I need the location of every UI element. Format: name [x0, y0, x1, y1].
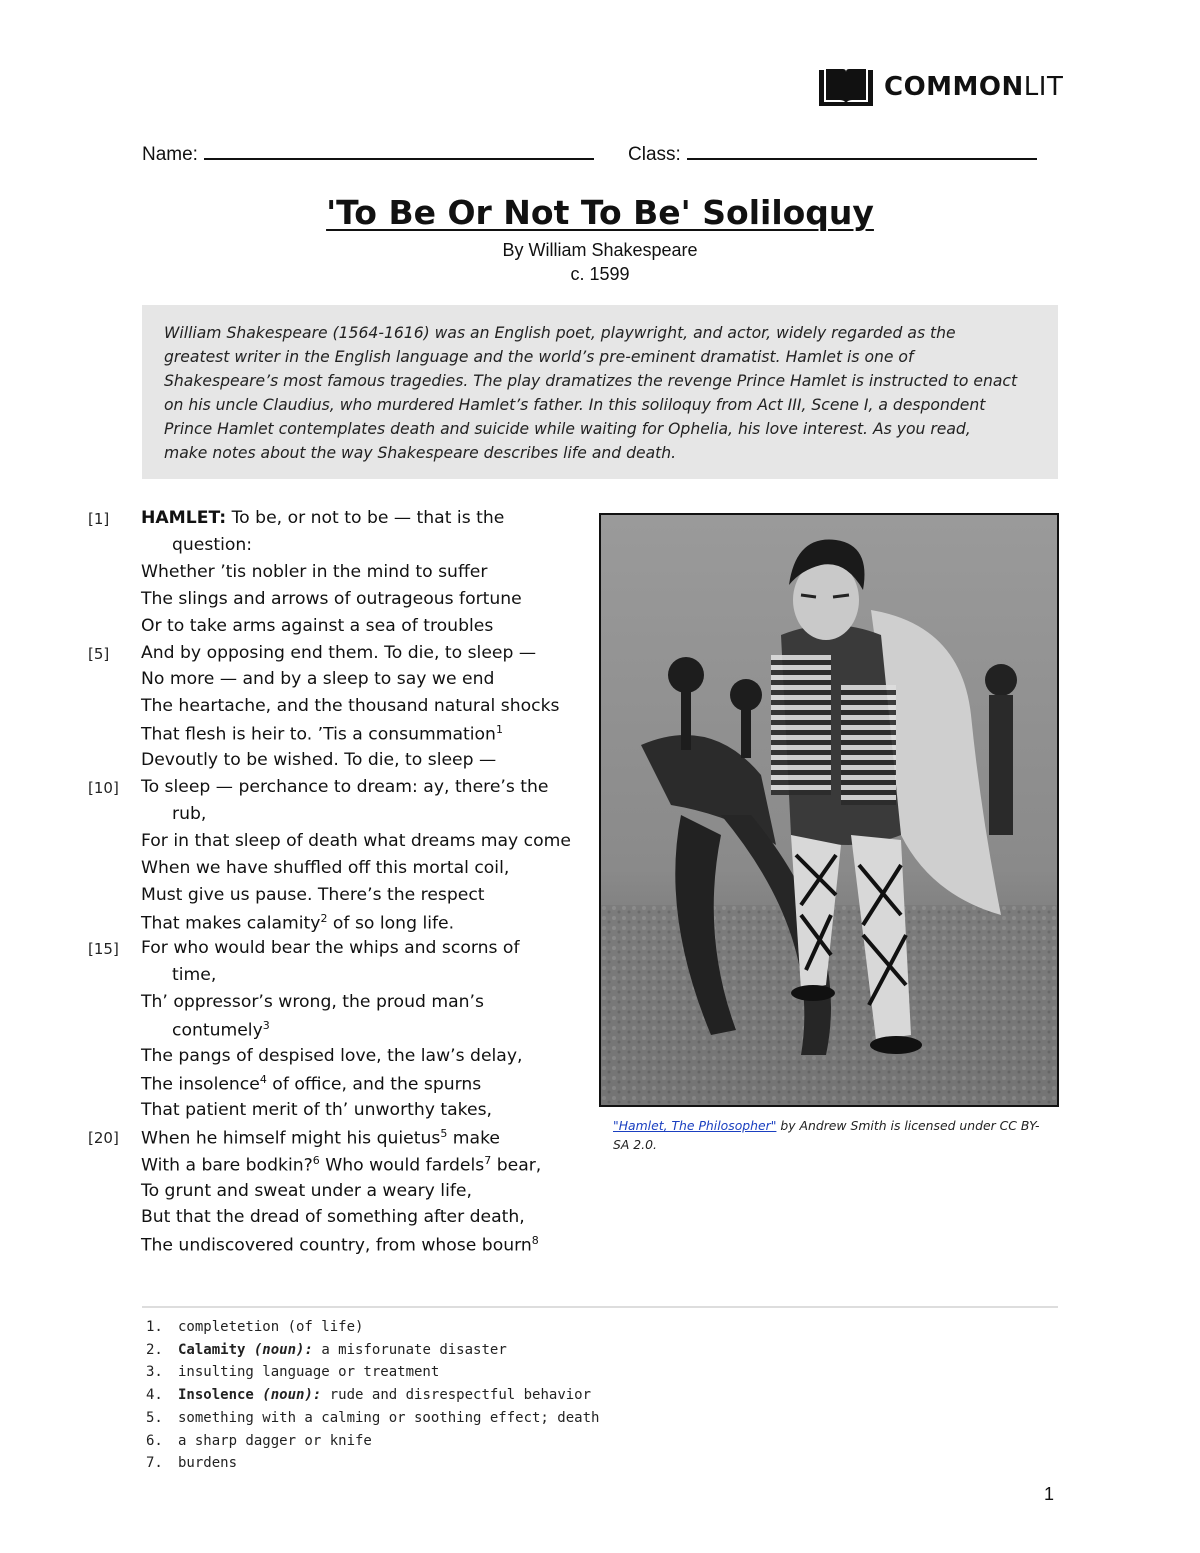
footnote-number: 5.	[146, 1409, 163, 1426]
footnote-definition: a sharp dagger or knife	[178, 1432, 372, 1449]
intro-line: make notes about the way Shakespeare describes life and death.	[164, 444, 677, 462]
poem-line-text: Whether ’tis nobler in the mind to suffer	[141, 561, 488, 582]
date-line: c. 1599	[570, 264, 630, 284]
poem-line-text: The slings and arrows of outrageous fortune	[141, 588, 522, 609]
intro-line: on his uncle Claudius, who murdered Hamlet’s father. In this soliloquy from Act III, Scene I, a despondent	[164, 396, 986, 414]
poem-line-text: When we have shuffled off this mortal coil,	[141, 857, 510, 878]
footnote-number: 7.	[146, 1455, 163, 1472]
class-field[interactable]	[628, 138, 1037, 166]
line-number: [5]	[88, 644, 110, 663]
poem-line	[141, 723, 503, 745]
poem-line-text: For who would bear the whips and scorns of	[141, 938, 520, 959]
poem-line	[141, 750, 496, 770]
poem-line-text: Or to take arms against a sea of troubles	[141, 615, 494, 636]
poem-line	[141, 1100, 492, 1120]
poem-line	[141, 616, 493, 636]
brand-name: COMMONLIT	[884, 72, 1064, 102]
poem-line	[141, 885, 485, 905]
footnote-item	[146, 1387, 591, 1403]
footnote-number: 2.	[146, 1341, 163, 1358]
poem-line	[141, 562, 487, 582]
poem-line-text: When he himself might his quietus	[141, 1128, 441, 1149]
line-number: [10]	[88, 779, 119, 797]
footnote-definition: completetion (of life)	[178, 1319, 364, 1335]
footnote-part-of-speech: (noun):	[253, 1341, 313, 1358]
poem-line	[141, 643, 536, 663]
poem-line	[172, 535, 252, 555]
actor-portrait-illustration	[601, 515, 1057, 1105]
poem-line-text: With a bare bodkin?	[141, 1155, 313, 1176]
class-label: Class:	[628, 144, 681, 165]
poem-line-text: No more — and by a sleep to say we end	[141, 669, 495, 690]
poem-line-text: The insolence	[141, 1074, 260, 1095]
hamlet-photograph	[599, 513, 1059, 1107]
footnote-item	[146, 1433, 372, 1449]
poem-line	[141, 1127, 500, 1149]
poem-line-text: The heartache, and the thousand natural shocks	[141, 696, 560, 717]
author-line: By William Shakespeare	[502, 240, 698, 260]
footnote-item	[146, 1364, 439, 1380]
intro-line: greatest writer in the English language and the world’s pre-eminent dramatist. Hamlet is one of	[164, 348, 914, 366]
footnote-item	[146, 1342, 507, 1358]
footnote-marker: 3	[262, 1019, 270, 1033]
footnote-marker: 2	[320, 911, 328, 925]
poem-line	[141, 1234, 539, 1256]
intro-line: William Shakespeare (1564-1616) was an English poet, playwright, and actor, widely regarded as the	[164, 324, 956, 342]
footnote-marker: 8	[531, 1234, 539, 1248]
poem-line-text: To sleep — perchance to dream: ay, there’s the	[141, 777, 549, 797]
poem-line-text: To be, or not to be — that is the	[231, 508, 505, 528]
poem-line-text: To grunt and sweat under a weary life,	[141, 1180, 472, 1201]
footnote-marker: 6	[312, 1153, 320, 1167]
speaker-name: HAMLET:	[141, 508, 227, 528]
poem-line	[141, 777, 549, 797]
commonlit-logo	[818, 66, 1063, 108]
poem-line	[141, 1154, 541, 1176]
footnote-item	[146, 1410, 599, 1426]
footnote-item	[146, 1455, 237, 1471]
footnote-marker: 4	[259, 1072, 267, 1086]
poem-line-text: But that the dread of something after death,	[141, 1207, 525, 1228]
poem-line-text: Devoutly to be wished. To die, to sleep —	[141, 750, 497, 771]
poem-line	[141, 858, 509, 878]
poem-line-text: For in that sleep of death what dreams may come	[141, 830, 571, 851]
poem-line	[141, 669, 494, 689]
photo-source-link[interactable]: "Hamlet, The Philosopher"	[613, 1118, 777, 1133]
footnote-number: 4.	[146, 1387, 163, 1404]
poem-line	[141, 1073, 481, 1095]
class-blank-line[interactable]	[687, 138, 1037, 160]
footnote-part-of-speech: (noun):	[262, 1387, 322, 1404]
poem-line-text: That makes calamity	[141, 913, 321, 934]
footnote-number: 3.	[146, 1364, 163, 1381]
poem-line	[141, 508, 504, 528]
poem-line-text: The undiscovered country, from whose bourn	[141, 1236, 532, 1257]
open-book-icon	[818, 67, 874, 107]
footnote-number: 6.	[146, 1432, 163, 1449]
poem-line	[141, 992, 484, 1012]
photo-caption	[613, 1116, 1053, 1154]
poem-line	[141, 1207, 525, 1227]
poem-line-text: time,	[172, 965, 217, 986]
footnote-definition: insulting language or treatment	[178, 1364, 440, 1381]
poem-line	[141, 696, 560, 716]
poem-line	[141, 1046, 522, 1066]
poem-line-text: bear,	[491, 1155, 542, 1176]
poem-line-text: Th’ oppressor’s wrong, the proud man’s	[141, 992, 484, 1013]
footnote-definition: rude and disrespectful behavior	[321, 1387, 592, 1404]
footnote-marker: 7	[484, 1153, 492, 1167]
poem-line-text: rub,	[172, 803, 207, 824]
intro-line: Prince Hamlet contemplates death and suicide while waiting for Ophelia, his love interest. As you read,	[164, 420, 971, 438]
poem-line-text: of so long life.	[327, 913, 455, 934]
poem-line	[141, 912, 454, 934]
footnote-divider	[142, 1306, 1058, 1308]
intro-line: Shakespeare’s most famous tragedies. The play dramatizes the revenge Prince Hamlet is instructed to enact	[164, 372, 1018, 390]
poem-line-text: question:	[172, 534, 253, 555]
poem-line-text: Must give us pause. There’s the respect	[141, 884, 485, 905]
line-number: [15]	[88, 940, 119, 959]
poem-line	[172, 804, 206, 824]
poem-line	[141, 589, 522, 609]
footnote-marker: 1	[495, 723, 503, 737]
poem-line-text: That flesh is heir to. ’Tis a consummation	[141, 724, 496, 745]
footnote-definition: a misforunate disaster	[312, 1341, 507, 1358]
footnote-term: Calamity	[178, 1341, 246, 1358]
poem-line	[172, 965, 216, 985]
poem-line-text: make	[447, 1128, 500, 1149]
poem-line	[141, 1181, 472, 1201]
poem-line-text: Who would fardels	[319, 1155, 485, 1176]
footnote-definition: burdens	[178, 1455, 238, 1472]
footnote-marker: 5	[440, 1126, 448, 1140]
footnote-definition: something with a calming or soothing effect; death	[178, 1409, 600, 1426]
poem-line-text: of office, and the spurns	[266, 1074, 482, 1095]
poem-line-text: And by opposing end them. To die, to sleep —	[141, 642, 537, 663]
poem-line	[141, 938, 520, 958]
poem-line	[172, 1019, 270, 1041]
document-title: 'To Be Or Not To Be' Soliloquy	[326, 193, 874, 232]
poem-line-text: That patient merit of th’ unworthy takes,	[141, 1099, 493, 1120]
line-number: [1]	[88, 510, 110, 528]
poem-line-text: The pangs of despised love, the law’s delay,	[141, 1046, 523, 1066]
footnote-term: Insolence	[178, 1387, 254, 1404]
footnote-number: 1.	[146, 1319, 163, 1335]
page-number: 1	[1044, 1484, 1055, 1504]
footnote-item	[146, 1319, 363, 1335]
poem-line-text: contumely	[172, 1020, 263, 1041]
caption-license-text: by Andrew Smith is licensed under CC BY-SA 2.0.	[613, 1118, 1040, 1152]
name-field[interactable]	[142, 138, 594, 166]
name-blank-line[interactable]	[204, 138, 594, 160]
introduction-box	[142, 305, 1058, 479]
poem-line	[141, 831, 571, 851]
line-number: [20]	[88, 1128, 119, 1147]
name-label: Name:	[142, 144, 198, 165]
